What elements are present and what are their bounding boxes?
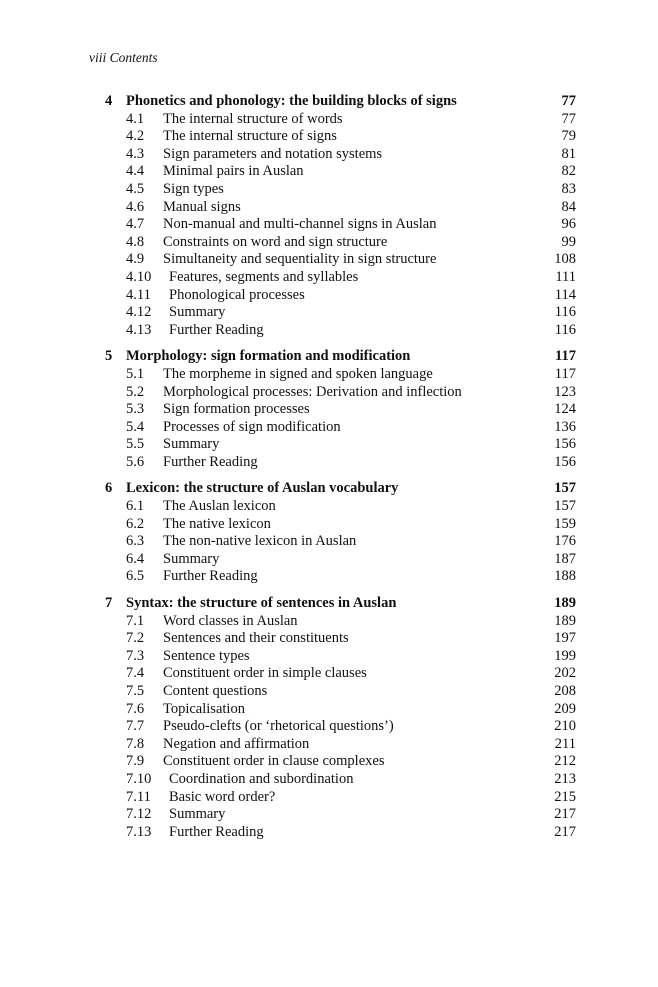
toc-entry[interactable] — [0, 269, 658, 287]
section-page-number: 96 — [561, 216, 576, 233]
section-title: The internal structure of signs — [163, 128, 337, 145]
section-title: The internal structure of words — [163, 110, 343, 127]
toc-entry[interactable] — [0, 163, 658, 181]
section-page-number: 157 — [554, 498, 576, 515]
chapter-number: 7 — [105, 595, 113, 612]
section-number: 6.2 — [126, 515, 145, 532]
section-title: The non-native lexicon in Auslan — [163, 533, 357, 550]
chapter-number: 4 — [105, 93, 113, 109]
toc-entry[interactable] — [0, 287, 658, 305]
toc-entry[interactable] — [0, 533, 658, 551]
toc-entry[interactable] — [0, 111, 658, 129]
section-number: 4.4 — [126, 163, 145, 180]
toc-entry[interactable] — [0, 516, 658, 534]
section-page-number: 124 — [554, 401, 576, 418]
section-number: 4.10 — [126, 268, 152, 285]
toc-entry[interactable] — [0, 128, 658, 146]
chapter-number: 5 — [105, 348, 113, 365]
toc-entry[interactable] — [0, 665, 658, 683]
section-page-number: 208 — [554, 683, 576, 699]
section-page-number: 215 — [554, 788, 576, 805]
toc-entry[interactable] — [0, 736, 658, 754]
section-number: 4.8 — [126, 233, 145, 250]
chapter-title: Phonetics and phonology: the building blocks of signs — [126, 93, 457, 109]
section-title: Word classes in Auslan — [163, 612, 298, 629]
section-number: 6.4 — [126, 550, 145, 567]
section-number: 5.6 — [126, 453, 145, 470]
section-page-number: 217 — [554, 823, 576, 840]
section-title: Constituent order in clause complexes — [163, 753, 385, 770]
section-title: Sentences and their constituents — [163, 630, 349, 647]
toc-entry[interactable] — [0, 824, 658, 842]
section-title: Sign parameters and notation systems — [163, 145, 383, 162]
chapter-5 — [0, 348, 658, 471]
section-title: The native lexicon — [163, 515, 271, 532]
section-page-number: 116 — [554, 321, 576, 338]
section-number: 5.4 — [126, 418, 145, 435]
running-head: viii Contents — [89, 50, 158, 65]
section-title: Basic word order? — [169, 788, 276, 805]
toc-entry[interactable] — [0, 199, 658, 217]
chapter-title: Lexicon: the structure of Auslan vocabulary — [126, 480, 399, 497]
toc-entry[interactable] — [0, 322, 658, 340]
section-number: 6.3 — [126, 533, 145, 550]
section-page-number: 213 — [554, 770, 576, 787]
chapter-title: Syntax: the structure of sentences in Auslan — [126, 595, 397, 612]
section-page-number: 188 — [554, 568, 576, 585]
section-title: Further Reading — [169, 823, 264, 840]
toc-entry[interactable] — [0, 436, 658, 454]
toc-entry[interactable] — [0, 568, 658, 586]
section-page-number: 156 — [554, 436, 576, 453]
table-of-contents — [0, 93, 658, 850]
section-title: Sign types — [163, 180, 224, 197]
section-title: Processes of sign modification — [163, 418, 341, 435]
section-title: Further Reading — [163, 453, 258, 470]
chapter-page-number: 117 — [555, 348, 576, 365]
section-title: Coordination and subordination — [169, 770, 354, 787]
section-page-number: 99 — [561, 233, 576, 250]
section-title: Constituent order in simple clauses — [163, 665, 367, 682]
section-page-number: 176 — [554, 533, 576, 550]
chapter-page-number: 189 — [554, 595, 576, 612]
section-number: 4.12 — [126, 304, 152, 321]
section-title: Sentence types — [163, 647, 250, 664]
chapter-6 — [0, 480, 658, 586]
section-title: Morphological processes: Derivation and inflection — [163, 383, 462, 400]
section-number: 4.5 — [126, 180, 145, 197]
chapter-heading[interactable] — [0, 348, 658, 366]
section-title: Summary — [163, 550, 220, 567]
toc-entry[interactable] — [0, 234, 658, 252]
section-number: 4.1 — [126, 110, 145, 127]
toc-entry[interactable] — [0, 718, 658, 736]
section-page-number: 77 — [561, 110, 576, 127]
chapter-page-number: 157 — [554, 480, 576, 497]
toc-entry[interactable] — [0, 251, 658, 269]
section-page-number: 111 — [555, 268, 576, 285]
section-number: 4.9 — [126, 251, 145, 268]
section-page-number: 189 — [554, 612, 576, 629]
toc-entry[interactable] — [0, 771, 658, 789]
section-number: 5.3 — [126, 401, 145, 418]
toc-entry[interactable] — [0, 701, 658, 719]
section-page-number: 136 — [554, 418, 576, 435]
section-number: 5.1 — [126, 365, 145, 382]
section-page-number: 211 — [554, 735, 576, 752]
section-number: 7.4 — [126, 665, 145, 682]
chapter-title: Morphology: sign formation and modification — [126, 348, 411, 365]
section-title: Summary — [169, 304, 226, 321]
toc-entry[interactable] — [0, 613, 658, 631]
section-number: 7.10 — [126, 770, 152, 787]
section-number: 5.2 — [126, 383, 145, 400]
toc-entry[interactable] — [0, 384, 658, 402]
toc-entry[interactable] — [0, 304, 658, 322]
section-number: 7.11 — [126, 788, 151, 805]
section-page-number: 156 — [554, 453, 576, 470]
section-title: Further Reading — [169, 321, 264, 338]
toc-entry[interactable] — [0, 419, 658, 437]
chapter-heading[interactable] — [0, 595, 658, 613]
toc-entry[interactable] — [0, 551, 658, 569]
section-page-number: 117 — [554, 365, 576, 382]
section-page-number: 82 — [561, 163, 576, 180]
toc-entry[interactable] — [0, 401, 658, 419]
toc-entry[interactable] — [0, 454, 658, 472]
section-number: 7.7 — [126, 718, 145, 735]
toc-entry[interactable] — [0, 753, 658, 771]
section-page-number: 197 — [554, 630, 576, 647]
section-title: Sign formation processes — [163, 401, 310, 418]
section-title: Non-manual and multi-channel signs in Auslan — [163, 216, 437, 233]
section-page-number: 83 — [561, 180, 576, 197]
section-page-number: 81 — [561, 145, 576, 162]
section-title: Negation and affirmation — [163, 735, 310, 752]
section-page-number: 212 — [554, 753, 576, 770]
section-number: 6.5 — [126, 568, 145, 585]
section-title: Simultaneity and sequentiality in sign structure — [163, 251, 437, 268]
section-title: Minimal pairs in Auslan — [163, 163, 304, 180]
toc-entry[interactable] — [0, 181, 658, 199]
toc-entry[interactable] — [0, 366, 658, 384]
section-page-number: 187 — [554, 550, 576, 567]
section-number: 7.3 — [126, 647, 145, 664]
section-number: 7.8 — [126, 735, 145, 752]
section-page-number: 199 — [554, 647, 576, 664]
toc-entry[interactable] — [0, 789, 658, 807]
chapter-7 — [0, 595, 658, 841]
section-number: 6.1 — [126, 498, 145, 515]
chapter-4 — [0, 93, 658, 339]
section-title: Phonological processes — [169, 286, 305, 303]
toc-entry[interactable] — [0, 630, 658, 648]
section-title: Pseudo-clefts (or ‘rhetorical questions’) — [163, 718, 394, 735]
section-page-number: 217 — [554, 806, 576, 823]
section-number: 7.9 — [126, 753, 145, 770]
section-title: Content questions — [163, 683, 268, 699]
section-number: 7.12 — [126, 806, 152, 823]
section-number: 4.7 — [126, 216, 145, 233]
section-title: Summary — [169, 806, 226, 823]
chapter-heading[interactable] — [0, 480, 658, 498]
toc-entry[interactable] — [0, 648, 658, 666]
section-number: 7.2 — [126, 630, 145, 647]
section-title: Topicalisation — [163, 700, 245, 717]
toc-entry[interactable] — [0, 683, 658, 701]
section-number: 7.13 — [126, 823, 152, 840]
chapter-number: 6 — [105, 480, 113, 497]
section-page-number: 84 — [561, 198, 576, 215]
section-title: Features, segments and syllables — [169, 268, 359, 285]
section-page-number: 209 — [554, 700, 576, 717]
section-number: 7.5 — [126, 683, 145, 699]
section-number: 4.2 — [126, 128, 145, 145]
section-title: Constraints on word and sign structure — [163, 233, 388, 250]
section-page-number: 210 — [554, 718, 576, 735]
section-number: 4.13 — [126, 321, 152, 338]
section-number: 7.1 — [126, 612, 145, 629]
section-number: 4.11 — [126, 286, 151, 303]
toc-entry[interactable] — [0, 146, 658, 164]
toc-entry[interactable] — [0, 216, 658, 234]
section-title: Summary — [163, 436, 220, 453]
section-number: 7.6 — [126, 700, 145, 717]
section-number: 4.6 — [126, 198, 145, 215]
chapter-heading[interactable] — [0, 93, 658, 111]
section-page-number: 123 — [554, 383, 576, 400]
section-page-number: 108 — [554, 251, 576, 268]
section-page-number: 114 — [554, 286, 576, 303]
chapter-page-number: 77 — [561, 93, 576, 109]
section-number: 4.3 — [126, 145, 145, 162]
toc-entry[interactable] — [0, 498, 658, 516]
section-title: The Auslan lexicon — [163, 498, 276, 515]
section-page-number: 79 — [561, 128, 576, 145]
section-title: Further Reading — [163, 568, 258, 585]
section-title: The morpheme in signed and spoken language — [163, 365, 433, 382]
toc-entry[interactable] — [0, 806, 658, 824]
section-page-number: 159 — [554, 515, 576, 532]
section-number: 5.5 — [126, 436, 145, 453]
section-title: Manual signs — [163, 198, 241, 215]
section-page-number: 202 — [554, 665, 576, 682]
section-page-number: 116 — [554, 304, 576, 321]
